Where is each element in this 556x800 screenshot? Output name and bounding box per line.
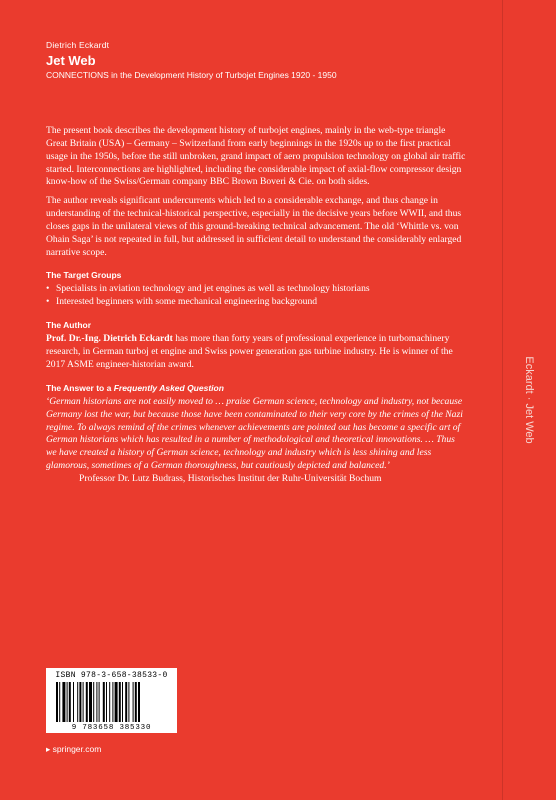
faq-heading [46,383,466,393]
author-name: Dietrich Eckardt [46,40,110,50]
target-groups-list [46,283,466,309]
isbn-label: ISBN 978-3-658-38533-0 [55,671,168,680]
barcode-digits: 9 783658 385330 [71,724,152,732]
list-item: • Specialists in aviation technology and jet engines as well as technology historians [46,283,466,296]
publisher-link[interactable] [46,744,101,755]
quote-attribution: Professor Dr. Lutz Budrass, Historisches Institut der Ruhr-Universität Bochum [79,472,382,484]
faq-heading-prefix: The Answer to a [46,382,114,393]
faq-quote: ‘German historians are not easily moved to … praise German science, technology and industry, not because Germany lost the war, but because those have been contaminated to their very core by the crimes of the Nazi regime. To always remind of the crimes whenever achievements are pointed out has become a specific art of German historians which has resulted in a number of methodological and theoretical innovations. … Thus we have created a history of German science, technology and industry which is less shining and less glamorous, sometimes of a German thoroughness, but cautiously depicted and balanced.’ [46,395,463,472]
author-bio-text: has more than forty years of professional experience in turbomachinery research, in German turboj et engine and Swiss power generation gas turbine industry. He is winner of the 2017 ASME engineer-historian award. [46,333,453,370]
book-title: Jet Web [46,53,96,68]
author-heading: The Author [46,320,92,331]
spine-text: Eckardt · Jet Web [523,356,535,444]
description-paragraph-2: The author reveals significant undercurrents which led to a considerable exchange, and thus change in understanding of the technical-historical perspective, especially in the decisive years before WWII, and thus closes gaps in the unilateral views of this ground-breaking technical advancement. The old ‘Whittle vs. von Ohain Saga’ is not repeated in full, but addressed in sufficient detail to understand the considerably enlarged narrative scope. [46,195,462,258]
description-paragraph-1: The present book describes the development history of turbojet engines, mainly in the web-type triangle Great Britain (USA) – Germany – Switzerland from early beginnings in the 1920s up to the first practical usage in the 1950s, before the still unbroken, grand impact of aero propulsion technology on global air traffic started. Interconnections are highlighted, including the considerable impact of axial-flow compressor design know-how of the Swiss/German company BBC Brown Boveri & Cie. on both sides. [46,125,466,188]
isbn-barcode [46,668,177,733]
arrow-right-icon: ▸ [46,744,53,754]
publisher-url: springer.com [52,744,102,754]
back-cover-content [46,40,466,486]
author-bio-name: Prof. Dr.-Ing. Dietrich Eckardt [46,333,173,345]
barcode-bars [56,682,172,722]
list-item: • Interested beginners with some mechanical engineering background [46,296,466,309]
target-groups-heading: The Target Groups [46,270,122,281]
book-spine [502,0,556,800]
author-bio [46,333,466,372]
book-subtitle: CONNECTIONS in the Development History of Turbojet Engines 1920 - 1950 [46,70,337,80]
faq-heading-emphasis: Frequently Asked Question [113,382,224,393]
spine-edge [502,0,503,800]
